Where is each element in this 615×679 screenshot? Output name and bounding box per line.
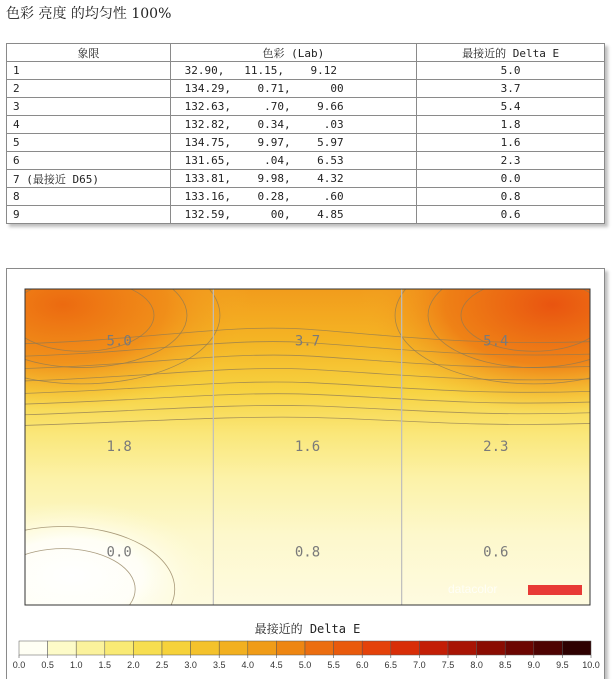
legend-swatch (133, 641, 162, 655)
legend-swatch (419, 641, 448, 655)
cell-delta-e: 1.6 (417, 134, 605, 152)
legend-swatch (391, 641, 420, 655)
cell-quadrant: 2 (7, 80, 171, 98)
legend-tick-label: 9.0 (527, 660, 541, 670)
uniformity-chart-panel (6, 268, 605, 679)
cell-delta-e: 0.6 (417, 206, 605, 224)
legend-swatch (162, 641, 191, 655)
table-header-row (7, 44, 605, 62)
legend-swatch (334, 641, 363, 655)
cell-value-label: 0.0 (106, 544, 132, 561)
cell-quadrant: 8 (7, 188, 171, 206)
legend-tick-label: 6.0 (355, 660, 369, 670)
legend-swatch (248, 641, 277, 655)
cell-value-label: 5.0 (106, 333, 132, 350)
cell-delta-e: 5.0 (417, 62, 605, 80)
legend-tick-label: 0.5 (41, 660, 54, 670)
cell-quadrant: 1 (7, 62, 171, 80)
legend-swatch (105, 641, 134, 655)
legend-swatch (19, 641, 48, 655)
legend-swatch (76, 641, 105, 655)
table-row (7, 170, 605, 188)
table-row (7, 98, 605, 116)
cell-delta-e: 3.7 (417, 80, 605, 98)
cell-lab: 32.90, 11.15, 9.12 (170, 62, 417, 80)
legend-swatch (534, 641, 563, 655)
table-row (7, 188, 605, 206)
header-quadrant: 象限 (7, 44, 171, 62)
cell-quadrant: 5 (7, 134, 171, 152)
cell-value-label: 2.3 (483, 439, 509, 455)
page-title: 色彩 亮度 的均匀性 100% (6, 6, 172, 22)
legend-tick-label: 3.5 (212, 660, 226, 670)
legend-tick-label: 1.5 (98, 660, 112, 670)
cell-quadrant: 4 (7, 116, 171, 134)
uniformity-heatmap (7, 269, 604, 679)
datacolor-watermark: datacolor (448, 582, 498, 596)
cell-value-label: 0.8 (294, 544, 321, 561)
legend-tick-label: 1.0 (69, 660, 83, 670)
legend-tick-label: 10.0 (582, 660, 600, 670)
legend-swatch (477, 641, 506, 655)
cell-lab: 134.29, 0.71, 00 (170, 80, 417, 98)
legend-swatch (219, 641, 248, 655)
legend-swatch (562, 641, 591, 655)
cell-delta-e: 5.4 (417, 98, 605, 116)
cell-lab: 133.16, 0.28, .60 (170, 188, 417, 206)
cell-quadrant: 6 (7, 152, 171, 170)
legend-swatch (448, 641, 477, 655)
cell-value-label: 1.6 (294, 439, 321, 455)
legend-tick-label: 7.0 (413, 660, 426, 670)
legend-swatch (48, 641, 77, 655)
legend-swatch (191, 641, 220, 655)
cell-lab: 134.75, 9.97, 5.97 (170, 134, 417, 152)
legend-tick-label: 5.0 (298, 660, 312, 670)
table-row (7, 152, 605, 170)
cell-lab: 132.63, .70, 9.66 (170, 98, 417, 116)
legend-swatch (362, 641, 391, 655)
legend-tick-label: 2.0 (127, 660, 140, 670)
header-delta-e: 最接近的 Delta E (417, 44, 605, 62)
cell-delta-e: 0.0 (417, 170, 605, 188)
cell-lab: 131.65, .04, 6.53 (170, 152, 417, 170)
legend-tick-label: 4.0 (241, 660, 255, 670)
cell-value-label: 3.7 (294, 333, 321, 350)
legend-tick-label: 8.0 (470, 660, 483, 670)
cell-quadrant: 3 (7, 98, 171, 116)
cell-quadrant: 9 (7, 206, 171, 224)
cell-value-label: 5.4 (483, 333, 509, 350)
datacolor-logo-bar (528, 585, 582, 595)
cell-lab: 132.82, 0.34, .03 (170, 116, 417, 134)
cell-delta-e: 1.8 (417, 116, 605, 134)
legend-tick-label: 7.5 (441, 660, 455, 670)
heatmap-plot-area (7, 269, 604, 652)
legend-tick-label: 3.0 (184, 660, 197, 670)
cell-lab: 132.59, 00, 4.85 (170, 206, 417, 224)
header-lab: 色彩 (Lab) (170, 44, 417, 62)
table-row (7, 116, 605, 134)
legend-tick-label: 8.5 (498, 660, 512, 670)
legend-swatch (505, 641, 534, 655)
legend-tick-label: 2.5 (155, 660, 169, 670)
legend-swatch (276, 641, 305, 655)
color-scale-legend (13, 641, 600, 670)
legend-tick-label: 5.5 (327, 660, 340, 670)
legend-tick-label: 6.5 (384, 660, 398, 670)
table-row (7, 206, 605, 224)
cell-lab: 133.81, 9.98, 4.32 (170, 170, 417, 188)
legend-swatch (305, 641, 334, 655)
cell-delta-e: 2.3 (417, 152, 605, 170)
quadrant-table (6, 43, 605, 224)
legend-title: 最接近的 Delta E (254, 622, 361, 636)
table-row (7, 134, 605, 152)
cell-delta-e: 0.8 (417, 188, 605, 206)
legend-tick-label: 4.5 (270, 660, 283, 670)
cell-value-label: 1.8 (106, 439, 132, 455)
cell-value-label: 0.6 (483, 544, 509, 561)
legend-tick-label: 0.0 (12, 660, 26, 670)
legend-tick-label: 9.5 (556, 660, 569, 670)
table-row (7, 80, 605, 98)
cell-quadrant: 7 (最接近 D65) (7, 170, 171, 188)
table-row (7, 62, 605, 80)
